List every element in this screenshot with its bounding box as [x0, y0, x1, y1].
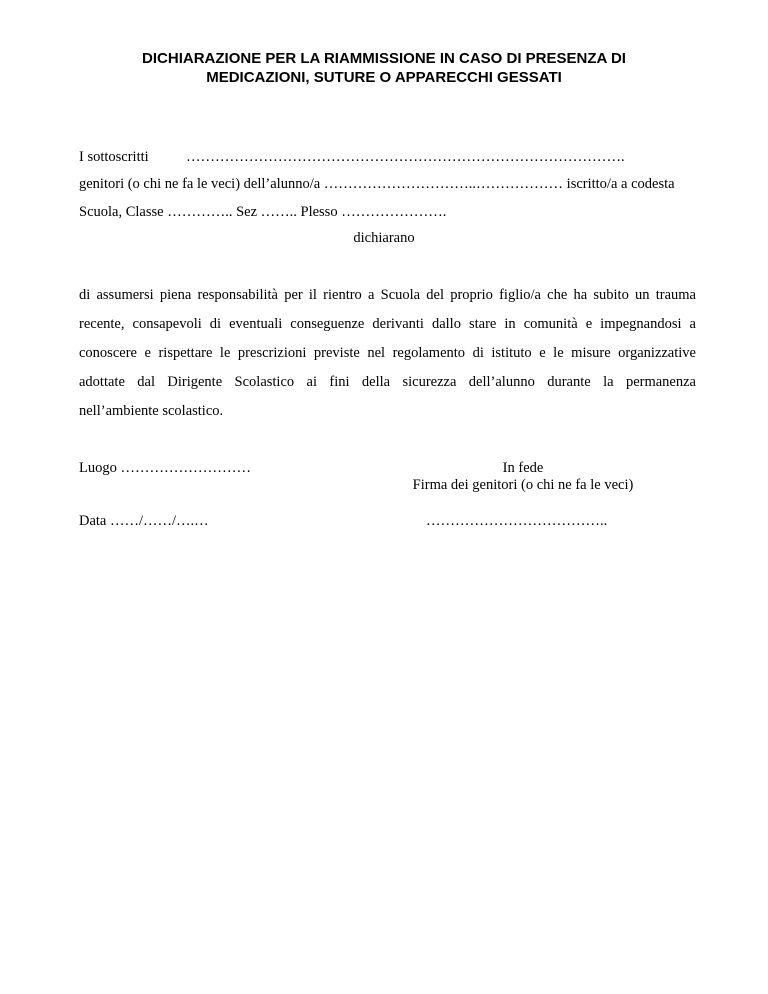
firma-field: ……………………………….. [426, 513, 608, 529]
in-fede-label: In fede [502, 460, 544, 476]
firma-genitori-label: Firma dei genitori (o chi ne fa le veci) [412, 477, 634, 493]
scuola-classe-line: Scuola, Classe ………….. Sez …….. Plesso …………………. [79, 204, 447, 220]
body-line: nell’ambiente scolastico. [79, 403, 224, 419]
sottoscritti-label: I sottoscritti [79, 149, 149, 165]
body-line: di assumersi piena responsabilità per il rientro a Scuola del proprio figlio/a che ha subito un trauma [79, 287, 696, 303]
body-line: adottate dal Dirigente Scolastico ai fini della sicurezza dell’alunno durante la permanenza [79, 374, 696, 390]
data-field: Data ……/……/….… [79, 513, 209, 529]
sottoscritti-field: ………………………………………………………………………………. [186, 149, 625, 165]
dichiarano-heading: dichiarano [353, 230, 415, 246]
luogo-field: Luogo ……………………… [79, 460, 251, 476]
document-title-line-2: MEDICAZIONI, SUTURE O APPARECCHI GESSATI [206, 69, 562, 86]
genitori-line: genitori (o chi ne fa le veci) dell’alunno/a …………………………..……………… iscritto/a a codesta [79, 176, 675, 192]
body-line: conoscere e rispettare le prescrizioni previste nel regolamento di istituto e le misure organizzative [79, 345, 696, 361]
body-line: recente, consapevoli di eventuali conseguenze derivanti dallo stare in comunità e impegnandosi a [79, 316, 696, 332]
document-title-line-1: DICHIARAZIONE PER LA RIAMMISSIONE IN CASO DI PRESENZA DI [142, 50, 626, 67]
